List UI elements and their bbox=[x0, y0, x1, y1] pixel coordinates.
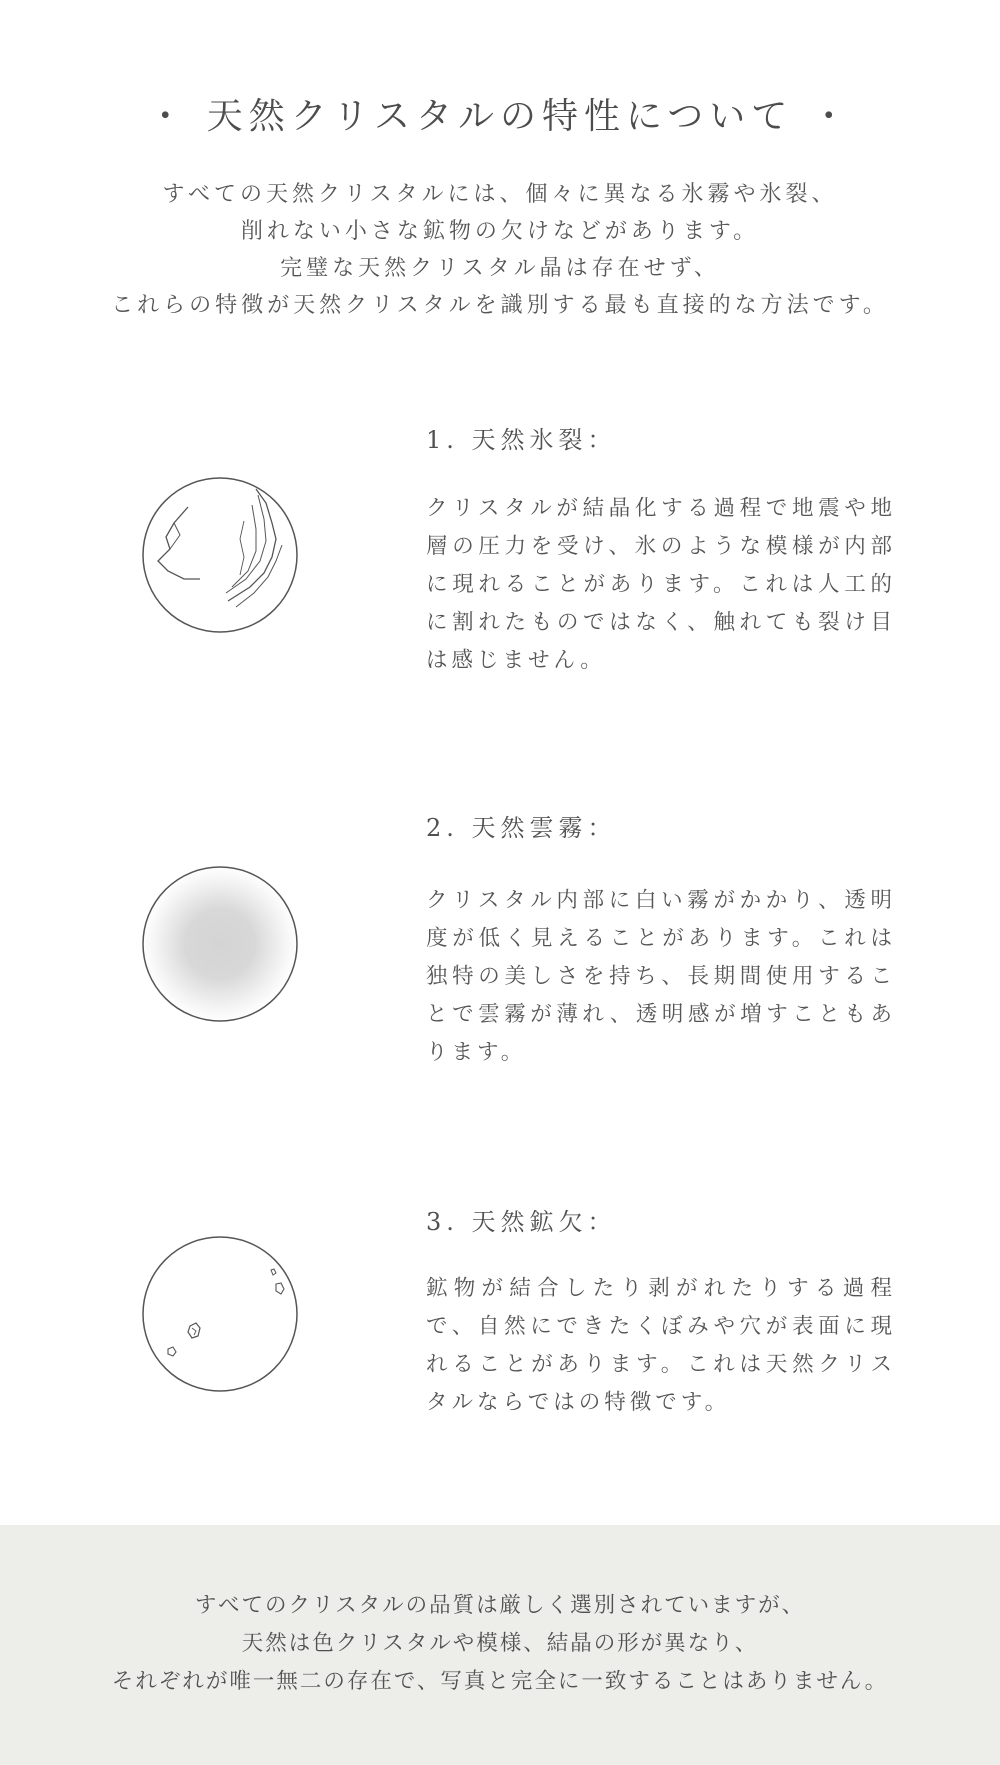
intro-text bbox=[60, 176, 940, 324]
intro-line: すべての天然クリスタルには、個々に異なる氷霧や氷裂、 bbox=[162, 182, 838, 207]
section-heading: 3. 天然鉱欠： bbox=[426, 1208, 617, 1236]
intro-line: 削れない小さな鉱物の欠けなどがあります。 bbox=[240, 219, 760, 244]
footer-line: すべてのクリスタルの品質は厳しく選別されていますが、 bbox=[194, 1593, 806, 1618]
page-title: ・ 天然クリスタルの特性について ・ bbox=[147, 96, 853, 137]
footer-text bbox=[40, 1587, 960, 1701]
crystal-cloud-mist-icon bbox=[140, 864, 300, 1024]
intro-line: これらの特徴が天然クリスタルを識別する最も直接的な方法です。 bbox=[111, 293, 889, 318]
section-description: クリスタルが結晶化する過程で地震や地層の圧力を受け、氷のような模様が内部に現れることがあります。これは人工的に割れたものではなく、触れても裂け目は感じません。 bbox=[426, 496, 896, 673]
footer-line: それぞれが唯一無二の存在で、写真と完全に一致することはありません。 bbox=[111, 1669, 889, 1694]
footer-notice bbox=[0, 1525, 1000, 1765]
section-heading: 2. 天然雲霧： bbox=[426, 814, 617, 842]
crystal-ice-crack-icon bbox=[140, 475, 300, 635]
section-description: クリスタル内部に白い霧がかかり、透明度が低く見えることがあります。これは独特の美しさを持ち、長期間使用することで雲霧が薄れ、透明感が増すこともあります。 bbox=[426, 888, 896, 1065]
footer-line: 天然は色クリスタルや模様、結晶の形が異なり、 bbox=[241, 1631, 759, 1656]
section-heading: 1. 天然氷裂： bbox=[426, 426, 617, 454]
intro-line: 完璧な天然クリスタル晶は存在せず、 bbox=[280, 256, 720, 281]
crystal-mineral-pit-icon bbox=[140, 1234, 300, 1394]
section-description: 鉱物が結合したり剥がれたりする過程で、自然にできたくぼみや穴が表面に現れることがあります。これは天然クリスタルならではの特徴です。 bbox=[426, 1276, 896, 1415]
